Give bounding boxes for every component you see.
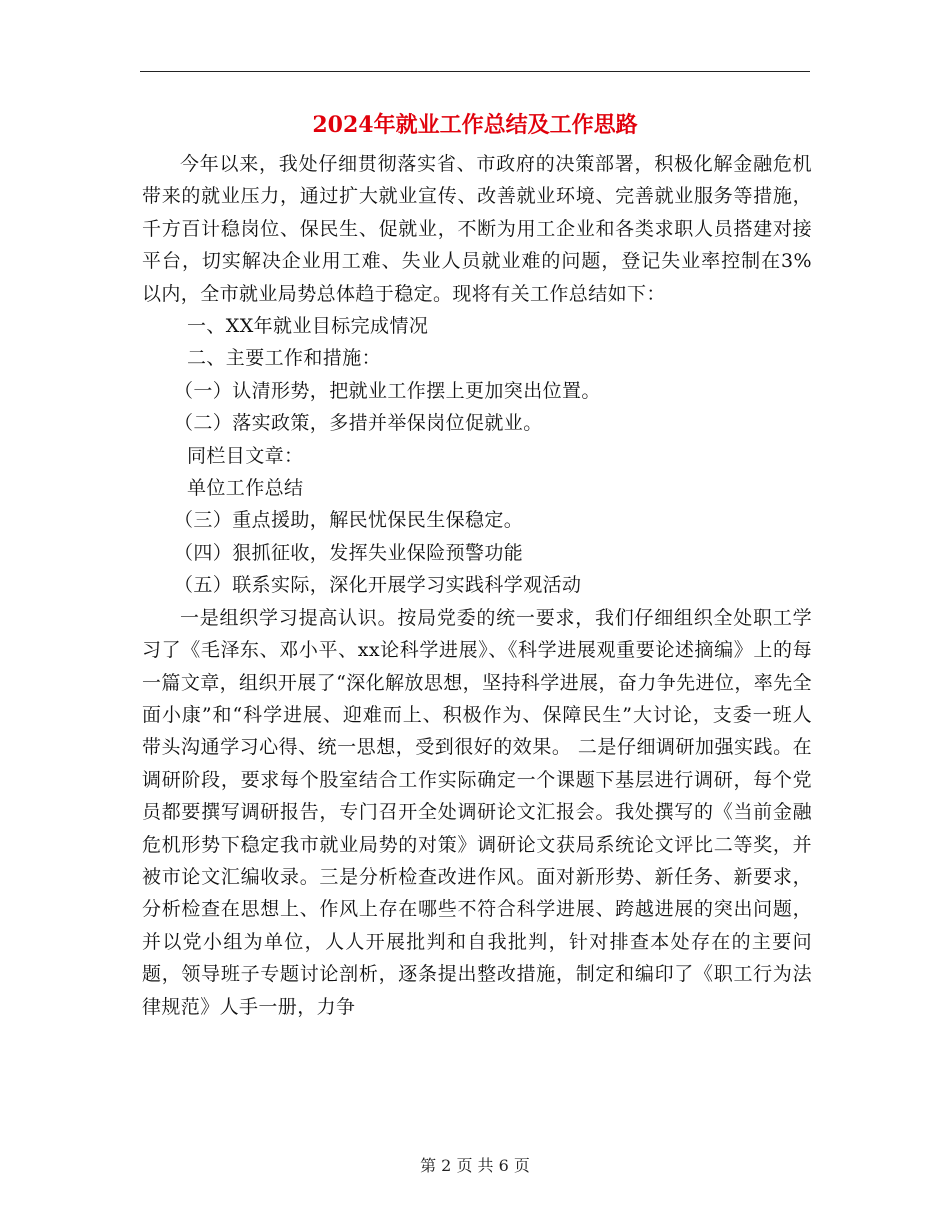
subsection-2: （二）落实政策，多措并举保岗位促就业。 [174, 412, 543, 435]
document-body [142, 148, 812, 1023]
intro-paragraph: 今年以来，我处仔细贯彻落实省、市政府的决策部署，积极化解金融危机带来的就业压力，通过扩大就业宣传、改善就业环境、完善就业服务等措施，千方百计稳岗位、保民生、促就业，不断为用工企业和各类求职人员搭建对接平台，切实解决企业用工难、失业人员就业难的问题，登记失业率控制在3%以内，全市就业局势总体趋于稳定。现将有关工作总结如下： [142, 153, 812, 305]
document-title: 2024年就业工作总结及工作思路 [312, 112, 638, 138]
page-number: 第 2 页 共 6 页 [420, 1156, 530, 1175]
body-paragraph: 一是组织学习提高认识。按局党委的统一要求，我们仔细组织全处职工学习了《毛泽东、邓小平、xx论科学进展》、《科学进展观重要论述摘编》上的每一篇文章，组织开展了“深化解放思想，坚持科学进展，奋力争先进位，率先全面小康”和“科学进展、迎难而上、积极作为、保障民生”大讨论，支委一班人带头沟通学习心得、统一思想，受到很好的效果。 二是仔细调研加强实践。在调研阶段，要求每个股室结合工作实际确定一个课题下基层进行调研，每个党员都要撰写调研报告，专门召开全处调研论文汇报会。我处撰写的《当前金融危机形势下稳定我市就业局势的对策》调研论文获局系统论文评比二等奖，并被市论文汇编收录。三是分析检查改进作风。面对新形势、新任务、新要求，分析检查在思想上、作风上存在哪些不符合科学进展、跨越进展的突出问题，并以党小组为单位，人人开展批判和自我批判，针对排查本处存在的主要问题，领导班子专题讨论剖析，逐条提出整改措施，制定和编印了《职工行为法律规范》人手一册，力争 [142, 606, 812, 1018]
subsection-5: （五）联系实际，深化开展学习实践科学观活动 [174, 574, 582, 597]
subsection-4: （四）狠抓征收，发挥失业保险预警功能 [174, 541, 524, 564]
related-articles-label: 同栏目文章： [187, 444, 304, 467]
subsection-3: （三）重点援助，解民忧保民生保稳定。 [174, 509, 524, 532]
subsection-1: （一）认清形势，把就业工作摆上更加突出位置。 [174, 379, 601, 402]
section-heading-2: 二、主要工作和措施： [187, 347, 382, 370]
related-article-link[interactable]: 单位工作总结 [187, 477, 304, 500]
header-rule [140, 71, 810, 72]
section-heading-1: 一、XX年就业目标完成情况 [187, 315, 429, 338]
